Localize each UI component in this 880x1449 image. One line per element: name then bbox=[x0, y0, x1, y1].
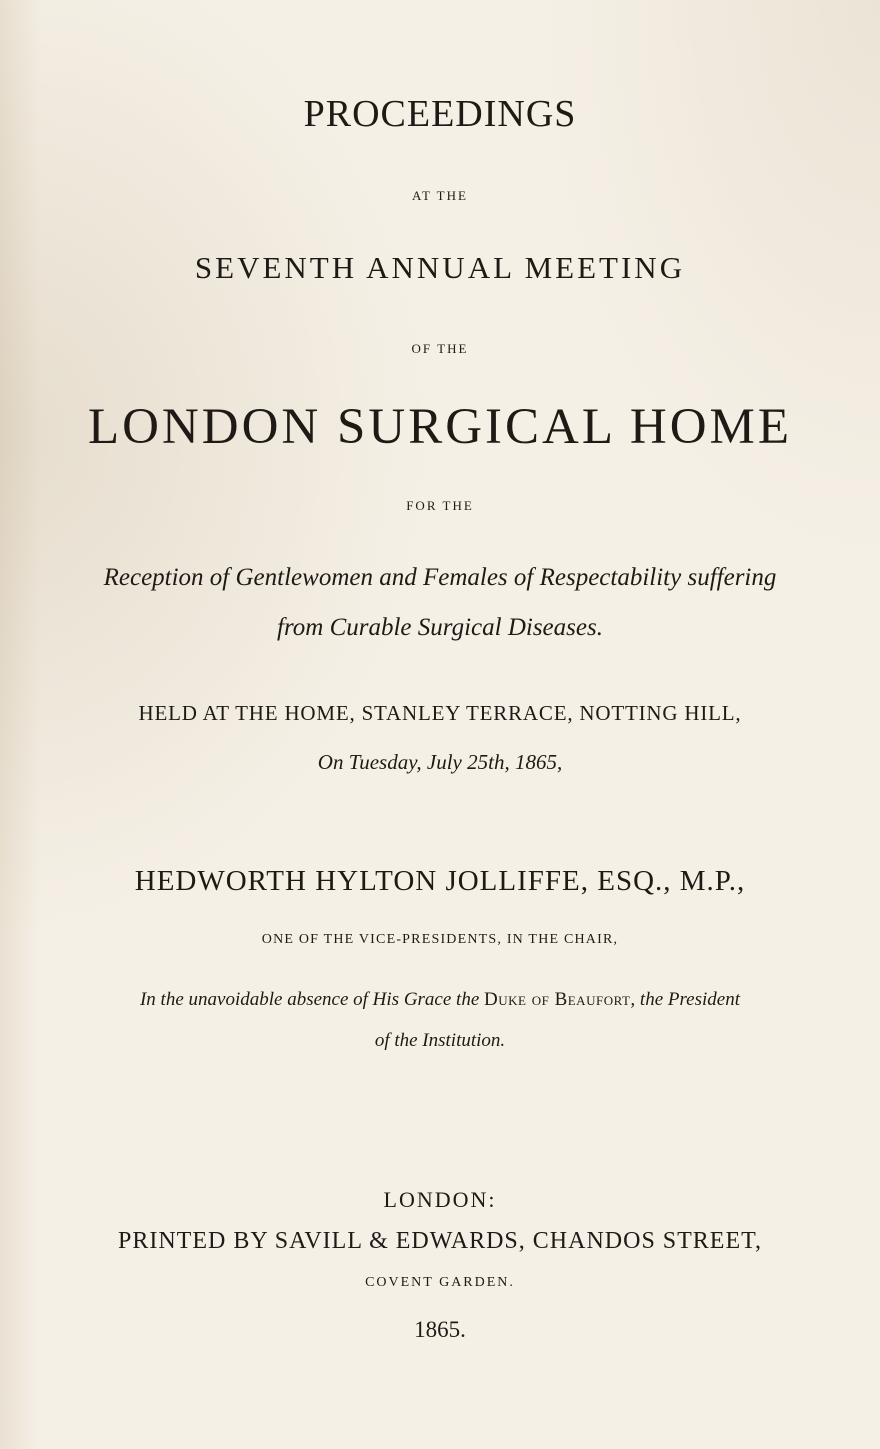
venue-line: HELD AT THE HOME, STANLEY TERRACE, NOTTING HILL, bbox=[138, 701, 742, 725]
imprint-printer: PRINTED BY SAVILL & EDWARDS, CHANDOS STREET, bbox=[117, 1228, 763, 1254]
imprint-year: 1865. bbox=[414, 1317, 466, 1342]
imprint-district: COVENT GARDEN. bbox=[365, 1275, 515, 1290]
institution-title: LONDON SURGICAL HOME bbox=[87, 399, 793, 455]
meeting-title: SEVENTH ANNUAL MEETING bbox=[194, 250, 686, 285]
chairman-role: ONE OF THE VICE-PRESIDENTS, IN THE CHAIR, bbox=[261, 932, 619, 947]
meeting-date: On Tuesday, July 25th, 1865, bbox=[317, 750, 563, 774]
of-the-label: OF THE bbox=[411, 341, 469, 356]
duke-name: Duke of Beaufort bbox=[484, 989, 631, 1010]
main-title: PROCEEDINGS bbox=[303, 93, 577, 135]
absence-text-part-2: , the President bbox=[630, 989, 740, 1010]
imprint-city: LONDON: bbox=[383, 1187, 497, 1212]
chairman-name: HEDWORTH HYLTON JOLLIFFE, ESQ., M.P., bbox=[134, 865, 746, 897]
purpose-line-2: from Curable Surgical Diseases. bbox=[277, 614, 603, 641]
purpose-line-1: Reception of Gentlewomen and Females of Respectability suffering bbox=[103, 564, 777, 591]
for-the-label: FOR THE bbox=[406, 498, 474, 513]
absence-note-line-2: of the Institution. bbox=[374, 1030, 506, 1051]
absence-note-line-1 bbox=[0, 989, 880, 1011]
absence-text-part-1: In the unavoidable absence of His Grace the bbox=[139, 989, 485, 1010]
at-the-label: AT THE bbox=[412, 188, 468, 203]
